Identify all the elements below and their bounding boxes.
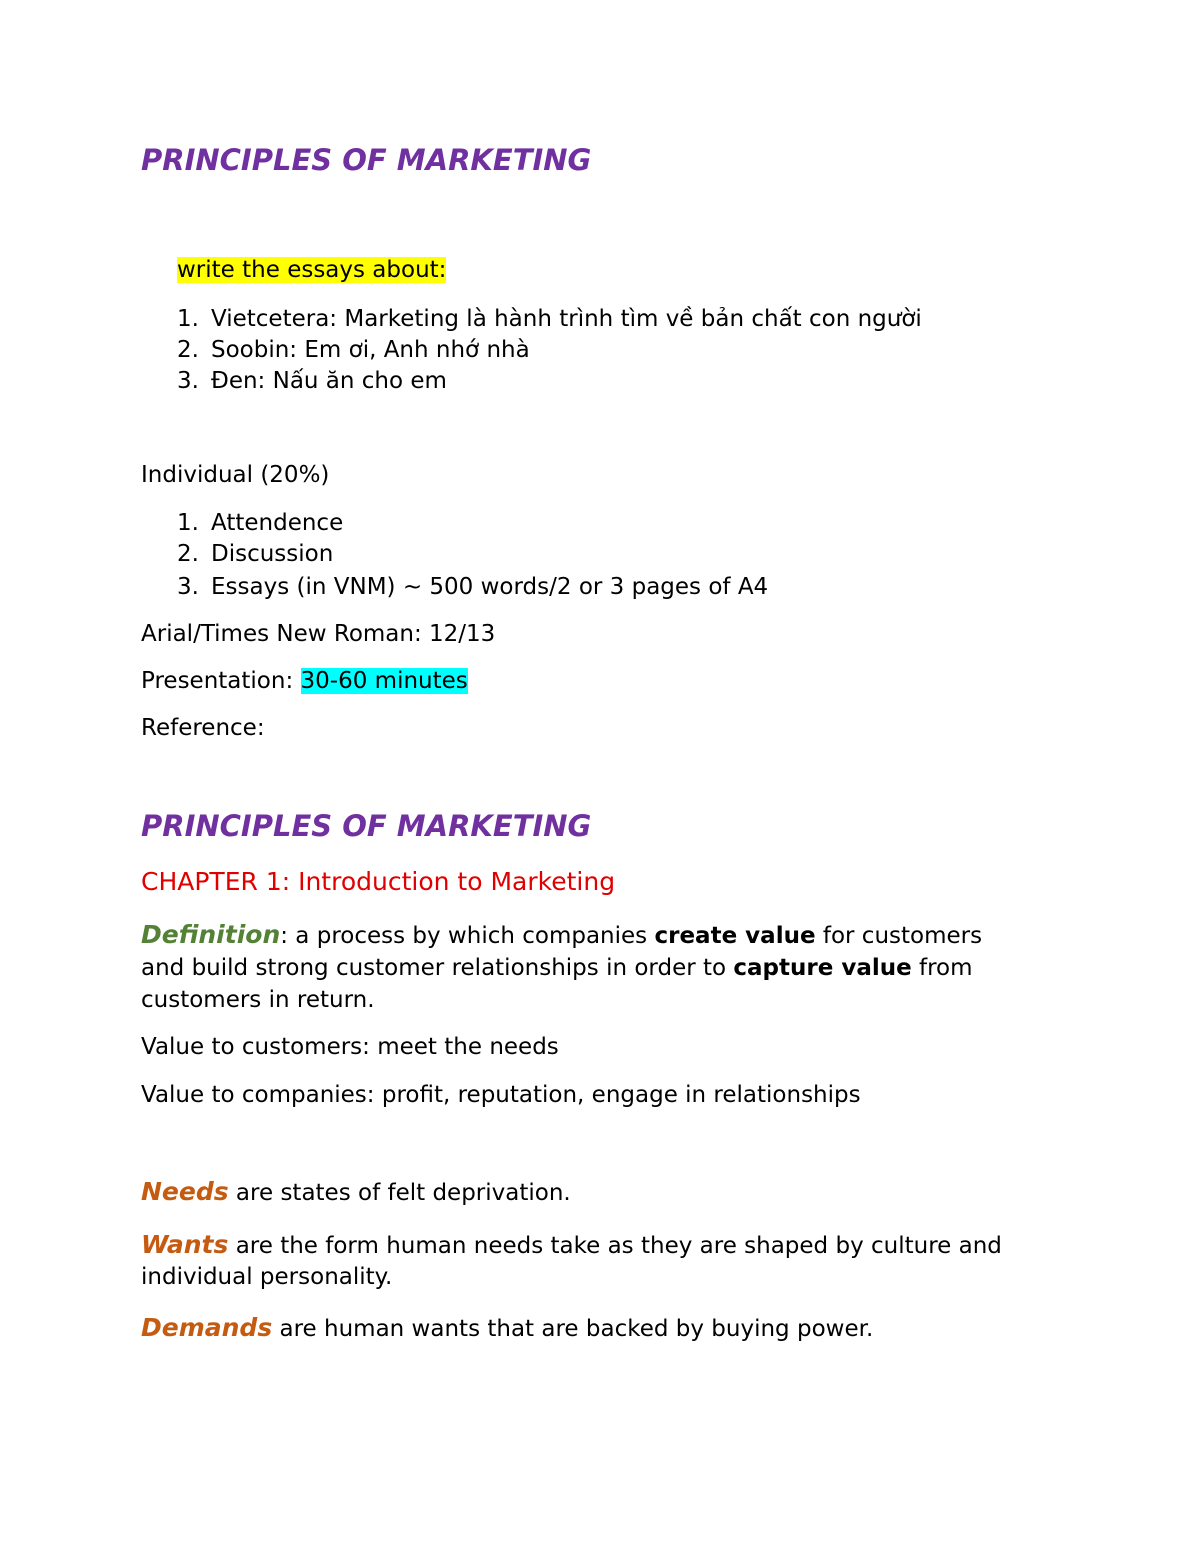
value-companies: Value to companies: profit, reputation, engage in relationships (141, 1082, 861, 1108)
list-item (177, 365, 447, 397)
essay-prompt (177, 254, 446, 286)
list-number: 2. (177, 541, 199, 567)
definition-bold: capture value (733, 955, 912, 981)
list-number: 2. (177, 337, 199, 363)
list-item (177, 571, 768, 603)
individual-heading: Individual (20%) (141, 462, 330, 488)
list-text: Discussion (211, 541, 334, 567)
chapter-heading: CHAPTER 1: Introduction to Marketing (141, 867, 616, 896)
wants-line-2: individual personality. (141, 1264, 393, 1290)
definition-term: Definition (141, 920, 281, 949)
section-title: PRINCIPLES OF MARKETING (141, 809, 592, 843)
list-item (177, 334, 530, 366)
list-text: Soobin: Em ơi, Anh nhớ nhà (211, 337, 530, 363)
definition-text: and build strong customer relationships in order to (141, 955, 734, 981)
definition-bold: create value (654, 923, 816, 949)
presentation-value: 30-60 minutes (300, 668, 468, 694)
essay-prompt-highlight: write the essays about: (177, 257, 447, 283)
font-line: Arial/Times New Roman: 12/13 (141, 621, 496, 647)
definition-line-1 (141, 919, 982, 952)
list-item (177, 507, 343, 539)
presentation-label: Presentation: (141, 668, 301, 694)
list-number: 1. (177, 306, 199, 332)
list-number: 3. (177, 574, 199, 600)
page-title: PRINCIPLES OF MARKETING (141, 143, 592, 177)
wants-line-1 (141, 1229, 1002, 1262)
list-text: Vietcetera: Marketing là hành trình tìm về bản chất con người (211, 306, 922, 332)
list-item (177, 538, 333, 570)
definition-line-3: customers in return. (141, 987, 375, 1013)
needs-text: are states of felt deprivation. (228, 1180, 571, 1206)
reference-line: Reference: (141, 715, 265, 741)
list-text: Đen: Nấu ăn cho em (211, 368, 447, 394)
wants-term: Wants (141, 1230, 229, 1259)
definition-text: : a process by which companies (280, 923, 655, 949)
list-text: Attendence (211, 510, 344, 536)
needs-line (141, 1176, 571, 1209)
wants-text: are the form human needs take as they are shaped by culture and (228, 1233, 1002, 1259)
definition-line-2 (141, 952, 973, 984)
list-number: 1. (177, 510, 199, 536)
demands-term: Demands (141, 1313, 273, 1342)
needs-term: Needs (141, 1177, 229, 1206)
demands-text: are human wants that are backed by buying power. (272, 1316, 874, 1342)
presentation-line (141, 665, 468, 697)
definition-text: for customers (815, 923, 983, 949)
list-item (177, 303, 922, 335)
list-text: Essays (in VNM) ~ 500 words/2 or 3 pages of A4 (211, 574, 769, 600)
demands-line (141, 1312, 873, 1345)
definition-text: from (911, 955, 973, 981)
list-number: 3. (177, 368, 199, 394)
value-customers: Value to customers: meet the needs (141, 1034, 559, 1060)
